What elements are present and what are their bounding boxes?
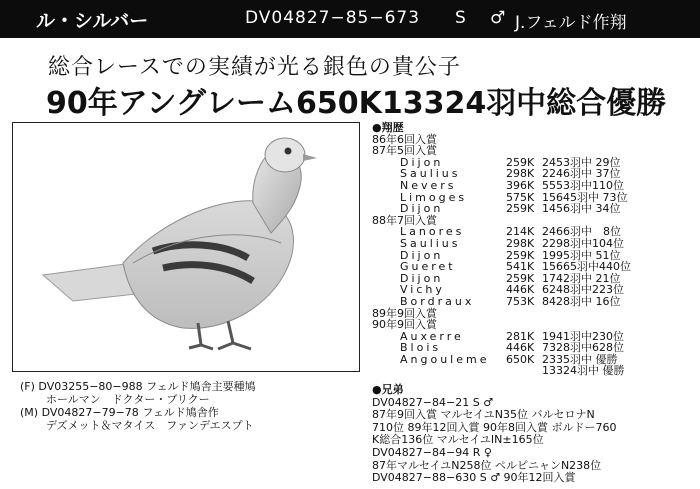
mother-label: (M)	[20, 406, 39, 419]
mother-line-2: デズメット＆マタイス ファンデエスプト	[46, 419, 254, 432]
ring-number: DV04827−85−673	[245, 8, 421, 28]
race-record	[372, 121, 631, 378]
sibling-line: DV04827−84−94 R ♀	[372, 445, 492, 459]
race-result: 2335羽中 優勝	[542, 352, 618, 366]
race-row	[372, 260, 631, 274]
sex-symbol: ♂	[490, 8, 506, 28]
race-venue: Auxerre	[400, 329, 464, 343]
race-distance: 259K	[506, 248, 535, 262]
race-distance: 281K	[506, 329, 535, 343]
race-distance: 575K	[506, 190, 535, 204]
race-result: 2246羽中 37位	[542, 167, 621, 181]
race-distance: 753K	[506, 294, 535, 308]
race-result: 2466羽中 8位	[542, 225, 621, 239]
father-line-1	[20, 380, 256, 393]
sibling-line: K総合136位 マルセイユIN±165位	[372, 433, 544, 447]
race-result: 6248羽中223位	[542, 283, 624, 297]
siblings-list	[372, 395, 617, 485]
race-venue: Dijon	[400, 248, 444, 262]
race-venue: Vichy	[400, 283, 445, 297]
race-row	[372, 178, 624, 192]
race-venue: Bordraux	[400, 294, 475, 308]
race-distance: 214K	[506, 225, 535, 239]
sibling-line: 710位 89年12回入賞 90年8回入賞 ボルドー760	[372, 420, 617, 434]
sibling-line: 87年マルセイユN258位 ペルピニャンN238位	[372, 458, 602, 472]
race-distance: 259K	[506, 271, 535, 285]
race-distance: 259K	[506, 202, 535, 216]
race-venue: Gueret	[400, 260, 456, 274]
race-result: 1941羽中230位	[542, 329, 624, 343]
record-list	[372, 132, 631, 378]
race-result: 1995羽中 51位	[542, 248, 621, 262]
color-code: S	[455, 8, 466, 28]
race-row	[372, 202, 621, 216]
header-bar	[0, 0, 700, 38]
record-year: 86年6回入賞	[372, 132, 437, 146]
father-line-2: ホールマン ドクター・ブリクー	[46, 393, 210, 406]
record-year: 87年5回入賞	[372, 144, 437, 158]
record-year: 88年7回入賞	[372, 213, 437, 227]
siblings-heading: ●兄弟	[372, 383, 404, 396]
father-label: (F)	[20, 380, 35, 393]
race-venue: Saulius	[400, 167, 461, 181]
father-ring: DV03255−80−988	[38, 380, 143, 393]
mother-line-1	[20, 406, 256, 419]
race-result: 7328羽中628位	[542, 341, 624, 355]
race-row	[372, 236, 624, 250]
race-distance: 541K	[506, 260, 535, 274]
breeder: J.フェルド作翔	[515, 13, 627, 33]
race-distance: 396K	[506, 178, 535, 192]
race-distance: 446K	[506, 283, 535, 297]
sibling-line: DV04827−84−21 S ♂	[372, 395, 494, 409]
race-result: 5553羽中110位	[542, 178, 624, 192]
pigeon-name: ル・シルバー	[36, 10, 149, 32]
race-result: 2453羽中 29位	[542, 155, 621, 169]
record-heading: ●翔歴	[372, 121, 404, 134]
race-result: 2298羽中104位	[542, 236, 624, 250]
race-result: 15645羽中 73位	[542, 190, 628, 204]
race-venue: Nevers	[400, 178, 457, 192]
race-result: 8428羽中 16位	[542, 294, 621, 308]
father-desc: フェルド鳩舎主要種鳩	[146, 380, 256, 393]
race-venue: Dijon	[400, 202, 444, 216]
pigeon-photo	[12, 122, 360, 372]
sibling-line: 87年9回入賞 マルセイユN35位 バルセロナN	[372, 408, 595, 422]
race-row	[372, 364, 625, 378]
race-venue: Angouleme	[400, 352, 490, 366]
race-result: 15665羽中440位	[542, 260, 631, 274]
race-distance: 446K	[506, 341, 535, 355]
pigeon-illustration	[13, 123, 359, 371]
record-year: 90年9回入賞	[372, 318, 437, 332]
race-venue: Dijon	[400, 271, 444, 285]
race-venue: Lanores	[400, 225, 465, 239]
race-result: 1742羽中 21位	[542, 271, 621, 285]
race-venue: Saulius	[400, 236, 461, 250]
race-distance: 298K	[506, 167, 535, 181]
race-result: 1456羽中 34位	[542, 202, 621, 216]
mother-desc: フェルド鳩舎作	[142, 406, 219, 419]
race-distance: 259K	[506, 155, 535, 169]
subtitle: 総合レースでの実績が光る銀色の貴公子	[48, 55, 461, 80]
race-distance: 650K	[506, 352, 535, 366]
mother-ring: DV04827−79−78	[41, 406, 139, 419]
race-venue: Limoges	[400, 190, 468, 204]
race-distance: 298K	[506, 236, 535, 250]
race-result: 13324羽中 優勝	[542, 364, 625, 378]
race-row	[372, 352, 618, 366]
race-venue: Blois	[400, 341, 442, 355]
record-year: 89年9回入賞	[372, 306, 437, 320]
siblings	[372, 383, 617, 485]
race-row	[372, 294, 621, 308]
pedigree	[20, 380, 256, 432]
sibling-line: DV04827−88−630 S ♂ 90年12回入賞	[372, 471, 576, 485]
race-venue: Dijon	[400, 155, 444, 169]
page-title: 90年アングレーム650K13324羽中総合優勝	[46, 86, 667, 121]
